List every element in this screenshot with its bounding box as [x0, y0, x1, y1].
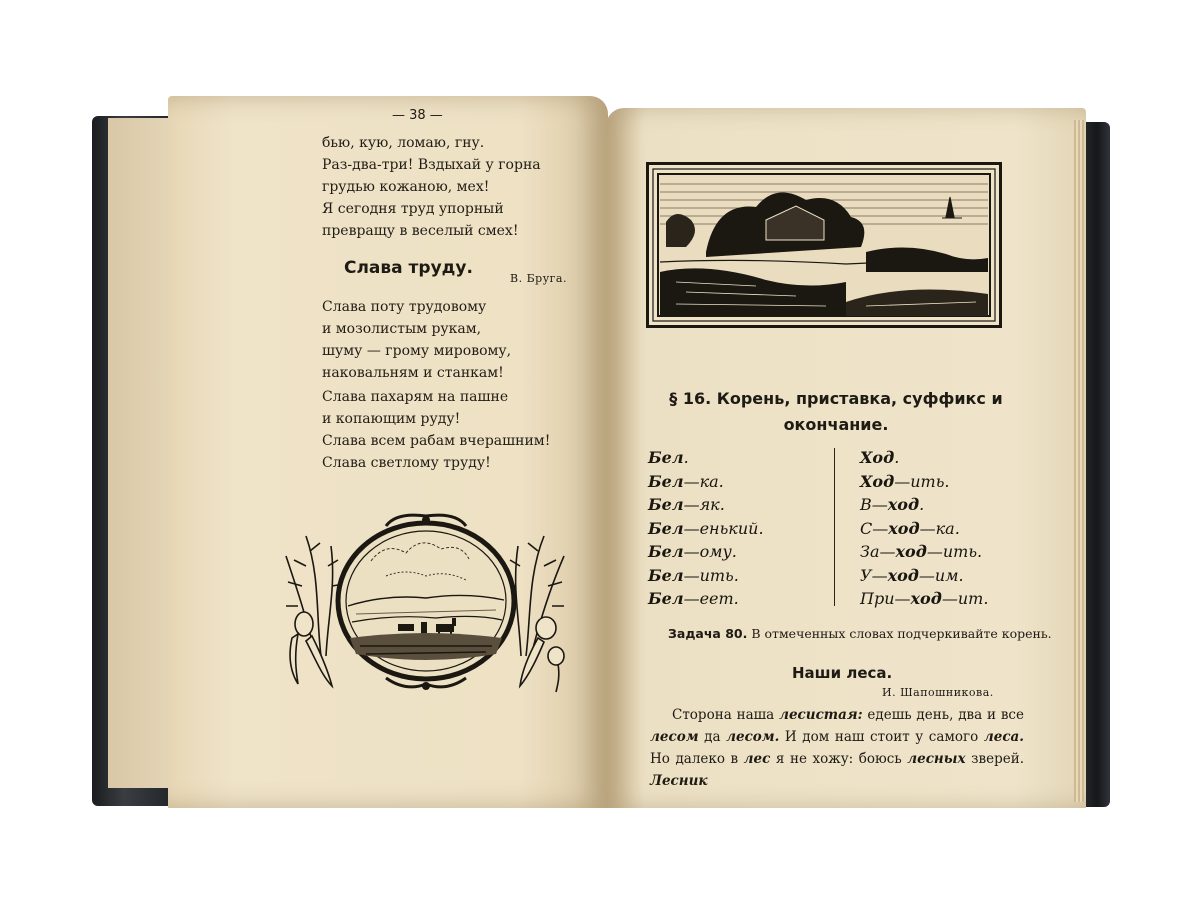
word-prefix: В—	[860, 495, 888, 514]
word-row	[860, 493, 988, 517]
word-row	[860, 446, 988, 470]
page-number: — 38 —	[392, 108, 443, 123]
poem-line: бью, кую, ломаю, гну.	[322, 135, 485, 151]
paragraph-text: я не хожу: боюсь	[770, 751, 908, 767]
text-paragraph	[650, 704, 1024, 792]
vignette-illustration	[276, 506, 576, 696]
word-root: Бел	[648, 448, 684, 467]
paragraph-text: Сторона наша	[672, 707, 780, 723]
word-root: ход	[887, 565, 919, 585]
poem-line: Слава всем рабам вчерашним!	[322, 433, 551, 449]
poem-line: превращу в веселый смех!	[322, 223, 519, 239]
word-prefix: При—	[860, 589, 911, 608]
emphasized-word: леса.	[983, 729, 1024, 745]
word-row	[648, 517, 764, 541]
poem-line: и копающим руду!	[322, 411, 461, 427]
word-row	[648, 540, 764, 564]
poem-stanza-1	[322, 296, 511, 384]
word-affix: —ка.	[683, 471, 724, 491]
paragraph-text: И дом наш стоит у самого	[779, 729, 984, 745]
word-column-hod	[860, 446, 988, 611]
word-root: ход	[888, 518, 920, 538]
word-prefix: У—	[860, 565, 888, 585]
word-root: Бел	[648, 589, 684, 608]
poem-line: Раз-два-три! Вздыхай у горна	[322, 157, 541, 173]
poem-stanza-2	[322, 386, 550, 474]
left-page	[168, 96, 608, 808]
word-root: Бел	[648, 518, 684, 538]
word-root: ход	[895, 542, 927, 561]
poem-title: Слава труду.	[344, 258, 473, 278]
word-root: Ход	[860, 471, 895, 491]
word-affix: —ить.	[683, 565, 739, 585]
word-row	[648, 587, 764, 611]
poem-author: В. Бруга.	[510, 272, 567, 285]
paragraph-text: да	[698, 729, 727, 745]
word-root: Ход	[860, 448, 895, 467]
word-affix: —еет.	[683, 589, 739, 608]
word-row	[860, 587, 988, 611]
word-row	[648, 446, 764, 470]
landscape-illustration	[646, 162, 1002, 328]
poem-line: шуму — грому мировому,	[322, 343, 512, 359]
word-root: Бел	[648, 542, 684, 561]
task-text: В отмеченных словах подчеркивайте корень.	[751, 626, 1052, 641]
word-affix: .	[894, 448, 900, 467]
word-affix: —ить.	[926, 542, 983, 561]
word-row	[860, 470, 988, 494]
emphasized-word: лесом.	[726, 729, 780, 745]
word-row	[648, 564, 764, 588]
poem-line: Я сегодня труд упорный	[322, 201, 504, 217]
emphasized-word: Лесник	[650, 773, 708, 789]
emphasized-word: лес	[743, 751, 771, 767]
word-root: ход	[910, 589, 942, 608]
poem-line: Слава пахарям на пашне	[322, 389, 509, 405]
word-row	[860, 540, 988, 564]
poem-top-stanza	[322, 132, 541, 242]
word-root: ход	[887, 495, 920, 514]
word-row	[860, 517, 988, 541]
emphasized-word: лесных	[907, 751, 966, 767]
word-row	[648, 470, 764, 494]
task-line	[668, 626, 1052, 641]
word-root: Бел	[648, 565, 684, 585]
poem-line: и мозолистым рукам,	[322, 321, 482, 337]
paragraph-text: Но далеко в	[650, 751, 744, 767]
text-author: И. Шапошникова.	[882, 686, 994, 699]
word-row	[648, 493, 764, 517]
word-affix: —им.	[918, 565, 964, 585]
word-prefix: За—	[860, 542, 896, 561]
section-title: § 16. Корень, приставка, суффикс и окончание.	[669, 389, 1003, 434]
word-affix: —енький.	[683, 518, 764, 538]
right-page	[606, 108, 1086, 808]
text-title: Наши леса.	[792, 664, 893, 682]
word-row	[860, 564, 988, 588]
poem-line: Слава поту трудовому	[322, 299, 487, 315]
word-root: Бел	[648, 471, 684, 491]
word-affix: —ить.	[894, 471, 950, 491]
poem-line: грудью кожаною, мех!	[322, 179, 490, 195]
task-label: Задача 80.	[668, 626, 748, 641]
word-root: Бел	[648, 495, 684, 514]
word-prefix: С—	[860, 518, 889, 538]
poem-line: наковальням и станкам!	[322, 365, 504, 381]
word-affix: —як.	[683, 495, 725, 514]
word-affix: —ому.	[683, 542, 737, 561]
paragraph-text: едешь день, два и все	[862, 707, 1024, 723]
word-affix: .	[919, 495, 925, 514]
poem-line: Слава светлому труду!	[322, 455, 491, 471]
word-affix: —ит.	[941, 589, 989, 608]
word-affix: —ка.	[919, 518, 960, 538]
word-affix: .	[683, 448, 689, 467]
emphasized-word: лесистая:	[779, 707, 863, 723]
page-edges	[1074, 120, 1084, 802]
column-divider	[834, 448, 835, 606]
paragraph-text: зверей.	[965, 751, 1024, 767]
word-column-bel	[648, 446, 764, 611]
emphasized-word: лесом	[650, 729, 699, 745]
